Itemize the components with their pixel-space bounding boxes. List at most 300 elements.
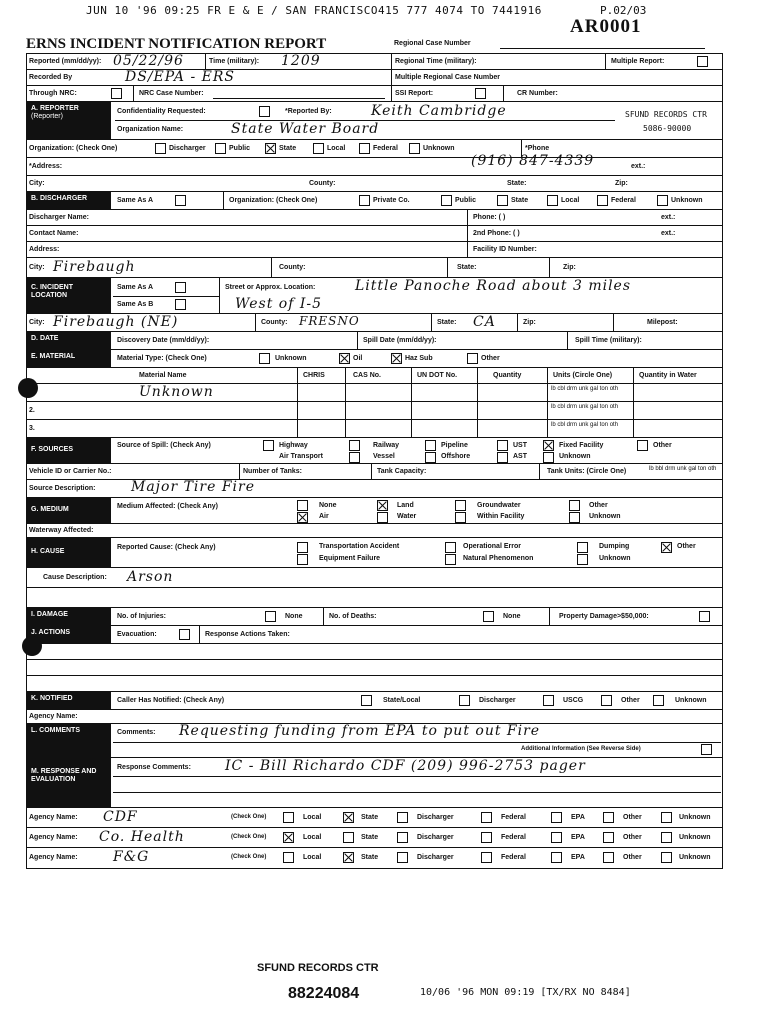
- notified-row: [27, 692, 722, 710]
- source-railway: Railway: [373, 442, 400, 449]
- material-name-value[interactable]: Unknown: [139, 384, 214, 400]
- reporter-opt-unknown: Unknown: [423, 145, 455, 152]
- medium-other-box[interactable]: [569, 500, 580, 511]
- notified-uscg-box[interactable]: [543, 695, 554, 706]
- regional-case-number-field[interactable]: [500, 48, 705, 49]
- notified-other: Other: [621, 697, 640, 704]
- agency1-epa: EPA: [571, 814, 585, 821]
- spill-time-label: Spill Time (military):: [575, 337, 642, 344]
- through-nrc-checkbox[interactable]: [111, 88, 122, 99]
- medium-none-box[interactable]: [297, 500, 308, 511]
- cause-natural-box[interactable]: [445, 554, 456, 565]
- discharger-same-as-box[interactable]: [175, 195, 186, 206]
- same-as-a-box[interactable]: [175, 282, 186, 293]
- evacuation-label: Evacuation:: [117, 631, 157, 638]
- source-description-row: [27, 480, 722, 498]
- phone2-label: 2nd Phone: ( ): [473, 230, 520, 237]
- section-damage: I. DAMAGE: [27, 608, 111, 626]
- reporter-address-row: [27, 153, 722, 176]
- response-row: [27, 758, 722, 808]
- section-date: D. DATE: [27, 332, 111, 350]
- notified-state-local-box[interactable]: [361, 695, 372, 706]
- material-opt-oil: Oil: [353, 355, 363, 362]
- section-response: M. RESPONSE AND EVALUATION: [27, 758, 111, 808]
- same-as-b-box[interactable]: [175, 299, 186, 310]
- source-pipeline: Pipeline: [441, 442, 468, 449]
- cause-natural: Natural Phenomenon: [463, 555, 534, 562]
- incident-county-value[interactable]: FRESNO: [299, 314, 360, 328]
- agency2-state: State: [361, 834, 379, 841]
- milepost-label: Milepost:: [647, 319, 678, 326]
- multiple-report-label: Multiple Report:: [611, 58, 665, 65]
- cause-description-value[interactable]: Arson: [127, 569, 174, 585]
- material-opt-hazsub: Haz Sub: [405, 355, 433, 362]
- nrc-case-label: NRC Case Number:: [139, 90, 204, 97]
- reporter-opt-federal: Federal: [373, 145, 398, 152]
- reported-value[interactable]: 05/22/96: [113, 53, 184, 69]
- material-opt-unknown-box[interactable]: [259, 353, 270, 364]
- agency3-state-box[interactable]: [343, 852, 354, 863]
- street-label: Street or Approx. Location:: [225, 284, 316, 291]
- footer-document-number: 88224084: [288, 985, 360, 1002]
- incident-state-value[interactable]: CA: [473, 314, 496, 330]
- agency1-epa-box[interactable]: [551, 812, 562, 823]
- col-quantity-water: Quantity in Water: [639, 372, 697, 379]
- medium-none: None: [319, 502, 337, 509]
- notified-unknown-box[interactable]: [653, 695, 664, 706]
- agency2-other-box[interactable]: [603, 832, 614, 843]
- vehicle-label: Vehicle ID or Carrier No.:: [29, 468, 112, 475]
- medium-groundwater-box[interactable]: [455, 500, 466, 511]
- sources-row: [27, 438, 722, 464]
- medium-within-facility-box[interactable]: [455, 512, 466, 523]
- document-stamp-id: AR0001: [570, 16, 642, 37]
- deaths-label: No. of Deaths:: [329, 613, 377, 620]
- agency1-other-box[interactable]: [603, 812, 614, 823]
- evacuation-box[interactable]: [179, 629, 190, 640]
- cause-operational-box[interactable]: [445, 542, 456, 553]
- agency-value[interactable]: Co. Health: [99, 829, 185, 845]
- source-ast: AST: [513, 453, 527, 460]
- street-value[interactable]: Little Panoche Road about 3 miles: [355, 278, 632, 294]
- material-opt-unknown: Unknown: [275, 355, 307, 362]
- agency-value[interactable]: CDF: [103, 809, 138, 825]
- discharger-opt-local: Local: [561, 197, 580, 204]
- facility-label: Facility ID Number:: [473, 246, 537, 253]
- notified-other-box[interactable]: [601, 695, 612, 706]
- material-opt-other-box[interactable]: [467, 353, 478, 364]
- agency1-state: State: [361, 814, 379, 821]
- material-type-row: [27, 350, 722, 368]
- confidential-label: Confidentiality Requested:: [117, 108, 206, 115]
- section-cause: H. CAUSE: [27, 538, 111, 568]
- source-fixed-facility: Fixed Facility: [559, 442, 604, 449]
- source-unknown: Unknown: [559, 453, 591, 460]
- agency2-federal-box[interactable]: [481, 832, 492, 843]
- agency2-discharger-box[interactable]: [397, 832, 408, 843]
- phone-label: *Phone: [525, 145, 550, 152]
- comments-value[interactable]: Requesting funding from EPA to put out Fire: [179, 723, 541, 739]
- table-row: [27, 420, 722, 438]
- damage-row: [27, 608, 722, 626]
- agency1-unknown-box[interactable]: [661, 812, 672, 823]
- reporter-block: [27, 102, 722, 140]
- agency2-federal: Federal: [501, 834, 526, 841]
- actions-blank-row: [27, 676, 722, 692]
- records-stamp-line1: SFUND RECORDS CTR: [625, 110, 707, 119]
- col-units: Units (Circle One): [553, 372, 613, 379]
- reported-by-label: *Reported By:: [285, 108, 332, 115]
- incident-state-label: State:: [437, 319, 457, 326]
- material-opt-hazsub-box[interactable]: [391, 353, 402, 364]
- medium-air: Air: [319, 513, 329, 520]
- actions-blank-row: [27, 660, 722, 676]
- medium-label: Medium Affected: (Check Any): [117, 503, 218, 510]
- cause-unknown-box[interactable]: [577, 554, 588, 565]
- cause-dumping-box[interactable]: [577, 542, 588, 553]
- discharger-same-as-label: Same As A: [117, 197, 154, 204]
- discharger-organization-label: Organization: (Check One): [229, 197, 318, 204]
- col-material-name: Material Name: [139, 372, 187, 379]
- notified-uscg: USCG: [563, 697, 584, 704]
- discharger-phone-label: Phone: ( ): [473, 214, 506, 221]
- discharger-opt-unknown-box[interactable]: [657, 195, 668, 206]
- comments-row: [27, 724, 722, 758]
- agency3-discharger-box[interactable]: [397, 852, 408, 863]
- agency-check-label: (Check One): [231, 854, 267, 860]
- agency3-local-box[interactable]: [283, 852, 294, 863]
- notified-agency-row: [27, 710, 722, 724]
- cause-blank-row: [27, 588, 722, 608]
- tank-units-label: Tank Units: (Circle One): [547, 468, 627, 475]
- property-damage-label: Property Damage>$50,000:: [559, 613, 649, 620]
- notified-discharger-box[interactable]: [459, 695, 470, 706]
- notified-agency-label: Agency Name:: [29, 713, 78, 720]
- discharger-opt-local-box[interactable]: [547, 195, 558, 206]
- ext-label: ext.:: [631, 163, 646, 170]
- agency1-federal-box[interactable]: [481, 812, 492, 823]
- medium-air-box[interactable]: [297, 512, 308, 523]
- agency-check-label: (Check One): [231, 814, 267, 820]
- injuries-label: No. of Injuries:: [117, 613, 166, 620]
- phone-value[interactable]: (916) 847-4339: [471, 153, 595, 169]
- additional-info-label: Additional Information (See Reverse Side): [521, 746, 641, 752]
- notified-unknown: Unknown: [675, 697, 707, 704]
- agency1-federal: Federal: [501, 814, 526, 821]
- injuries-none-box[interactable]: [265, 611, 276, 622]
- agency3-federal: Federal: [501, 854, 526, 861]
- notified-state-local: State/Local: [383, 697, 421, 704]
- source-fixed-facility-box[interactable]: [543, 440, 554, 451]
- source-railway-box[interactable]: [349, 440, 360, 451]
- row-through-nrc: [27, 86, 722, 102]
- medium-within-facility: Within Facility: [477, 513, 525, 520]
- table-row: [27, 384, 722, 402]
- multiple-report-checkbox[interactable]: [697, 56, 708, 67]
- incident-zip-label: Zip:: [523, 319, 536, 326]
- source-ust-box[interactable]: [497, 440, 508, 451]
- agency1-unknown: Unknown: [679, 814, 711, 821]
- street-value-2[interactable]: West of I-5: [235, 296, 323, 312]
- reporter-opt-discharger: Discharger: [169, 145, 206, 152]
- source-description-label: Source Description:: [29, 485, 96, 492]
- agency3-local: Local: [303, 854, 322, 861]
- units-options[interactable]: lb cbl drm unk gal ton oth: [551, 386, 619, 392]
- agency3-epa: EPA: [571, 854, 585, 861]
- tanks-label: Number of Tanks:: [243, 468, 302, 475]
- reporter-opt-state-box[interactable]: [265, 143, 276, 154]
- source-other: Other: [653, 442, 672, 449]
- incident-location-block: [27, 278, 722, 314]
- agency3-epa-box[interactable]: [551, 852, 562, 863]
- cr-label: CR Number:: [517, 90, 558, 97]
- page-title: ERNS INCIDENT NOTIFICATION REPORT: [26, 36, 327, 52]
- cause-transport-box[interactable]: [297, 542, 308, 553]
- source-highway-box[interactable]: [263, 440, 274, 451]
- table-row: [27, 402, 722, 420]
- same-as-a-label: Same As A: [117, 284, 154, 291]
- material-type-label: Material Type: (Check One): [117, 355, 207, 362]
- agency-value[interactable]: F&G: [113, 849, 150, 865]
- reporter-city-row: [27, 176, 722, 192]
- agency2-epa-box[interactable]: [551, 832, 562, 843]
- waterway-label: Waterway Affected:: [29, 527, 94, 534]
- material-header-row: [27, 368, 722, 384]
- org-name-value[interactable]: State Water Board: [231, 121, 380, 137]
- medium-land-box[interactable]: [377, 500, 388, 511]
- discharger-opt-federal: Federal: [611, 197, 636, 204]
- reporter-opt-local: Local: [327, 145, 346, 152]
- medium-unknown-box[interactable]: [569, 512, 580, 523]
- agency2-local-box[interactable]: [283, 832, 294, 843]
- discharger-opt-public-box[interactable]: [441, 195, 452, 206]
- units-options[interactable]: lb cbl drm unk gal ton oth: [551, 404, 619, 410]
- response-comments-value[interactable]: IC - Bill Richardo CDF (209) 996-2753 pager: [225, 758, 586, 774]
- col-chris: CHRIS: [303, 372, 325, 379]
- source-pipeline-box[interactable]: [425, 440, 436, 451]
- contact-row: [27, 226, 722, 242]
- source-of-spill-label: Source of Spill: (Check Any): [117, 442, 211, 449]
- agency1-discharger: Discharger: [417, 814, 454, 821]
- agency3-unknown-box[interactable]: [661, 852, 672, 863]
- agency2-epa: EPA: [571, 834, 585, 841]
- agency3-other-box[interactable]: [603, 852, 614, 863]
- section-discharger: B. DISCHARGER: [27, 192, 111, 210]
- org-name-label: Organization Name:: [117, 126, 184, 133]
- multiple-regional-label: Multiple Regional Case Number: [395, 74, 501, 81]
- state-label: State:: [507, 180, 527, 187]
- tank-units-options[interactable]: lb bbl drm unk gal ton oth: [649, 466, 717, 472]
- section-actions: J. ACTIONS: [27, 626, 111, 644]
- agency-row: [27, 808, 722, 828]
- discharger-city-value[interactable]: Firebaugh: [53, 259, 136, 275]
- county-label: County:: [309, 180, 336, 187]
- agency-label: Agency Name:: [29, 854, 78, 861]
- source-ust: UST: [513, 442, 527, 449]
- incident-county-label: County:: [261, 319, 288, 326]
- source-description-value[interactable]: Major Tire Fire: [131, 479, 256, 495]
- cause-row: [27, 538, 722, 568]
- section-comments: L. COMMENTS: [27, 724, 111, 758]
- caller-notified-label: Caller Has Notified: (Check Any): [117, 697, 225, 704]
- city-label: City:: [29, 180, 45, 187]
- section-reporter: A. REPORTER (Reporter): [27, 102, 111, 140]
- cause-description-label: Cause Description:: [43, 574, 107, 581]
- incident-city-label: City:: [29, 319, 45, 326]
- regional-case-number-label: Regional Case Number: [394, 40, 471, 47]
- cause-transport: Transportation Accident: [319, 543, 400, 550]
- material-opt-oil-box[interactable]: [339, 353, 350, 364]
- fax-page-number: P.02/03: [600, 4, 647, 17]
- cause-equipment-box[interactable]: [297, 554, 308, 565]
- section-notified: K. NOTIFIED: [27, 692, 111, 710]
- agency-label: Agency Name:: [29, 814, 78, 821]
- source-offshore-box[interactable]: [425, 452, 436, 463]
- address-label: *Address:: [29, 163, 63, 170]
- response-actions-label: Response Actions Taken:: [205, 631, 290, 638]
- row-number: 3.: [29, 425, 35, 432]
- row-recorded-by: [27, 70, 722, 86]
- agency2-local: Local: [303, 834, 322, 841]
- source-unknown-box[interactable]: [543, 452, 554, 463]
- agency3-discharger: Discharger: [417, 854, 454, 861]
- agency-row: [27, 848, 722, 868]
- hole-punch-mark: [18, 378, 38, 398]
- source-ast-box[interactable]: [497, 452, 508, 463]
- deaths-none: None: [503, 613, 521, 620]
- ext2-label: ext.:: [661, 230, 676, 237]
- medium-groundwater: Groundwater: [477, 502, 521, 509]
- reported-by-value[interactable]: Keith Cambridge: [371, 103, 507, 119]
- discharger-opt-public: Public: [455, 197, 477, 204]
- waterway-row: [27, 524, 722, 538]
- discharger-opt-private: Private Co.: [373, 197, 410, 204]
- reporter-organization-row: [27, 140, 722, 158]
- medium-water-box[interactable]: [377, 512, 388, 523]
- through-nrc-label: Through NRC:: [29, 90, 77, 97]
- deaths-none-box[interactable]: [483, 611, 494, 622]
- reporter-organization-label: Organization: (Check One): [29, 145, 118, 152]
- time-label: Time (military):: [209, 58, 260, 65]
- units-options[interactable]: lb cbl drm unk gal ton oth: [551, 422, 619, 428]
- discharger-city-label: City:: [29, 264, 45, 271]
- agency3-state: State: [361, 854, 379, 861]
- ssi-label: SSI Report:: [395, 90, 434, 97]
- section-incident-location: C. INCIDENT LOCATION: [27, 278, 111, 314]
- agency-label: Agency Name:: [29, 834, 78, 841]
- discharger-opt-state: State: [511, 197, 529, 204]
- discharger-ext-label: ext.:: [661, 214, 676, 221]
- agency2-unknown-box[interactable]: [661, 832, 672, 843]
- agency1-state-box[interactable]: [343, 812, 354, 823]
- ssi-checkbox[interactable]: [475, 88, 486, 99]
- reporter-opt-federal-box[interactable]: [359, 143, 370, 154]
- discharger-address-label: Address:: [29, 246, 60, 253]
- agency2-discharger: Discharger: [417, 834, 454, 841]
- confidential-checkbox[interactable]: [259, 106, 270, 117]
- reported-label: Reported (mm/dd/yy):: [29, 58, 102, 65]
- contact-label: Contact Name:: [29, 230, 79, 237]
- regional-time-label: Regional Time (military):: [395, 58, 477, 65]
- row-reported: [27, 54, 722, 70]
- discharger-zip-label: Zip:: [563, 264, 576, 271]
- discharger-name-row: [27, 210, 722, 226]
- agency3-federal-box[interactable]: [481, 852, 492, 863]
- cause-description-row: [27, 568, 722, 588]
- source-vessel: Vessel: [373, 453, 395, 460]
- cause-other: Other: [677, 543, 696, 550]
- comments-label: Comments:: [117, 729, 156, 736]
- agency1-local-box[interactable]: [283, 812, 294, 823]
- notified-discharger: Discharger: [479, 697, 516, 704]
- source-vessel-box[interactable]: [349, 452, 360, 463]
- reporter-opt-public-box[interactable]: [215, 143, 226, 154]
- cause-unknown: Unknown: [599, 555, 631, 562]
- hole-punch-mark: [22, 636, 42, 656]
- source-air-transport: Air Transport: [279, 453, 323, 460]
- agency2-unknown: Unknown: [679, 834, 711, 841]
- fax-header: JUN 10 '96 09:25 FR E & E / SAN FRANCISCO415 777 4074 TO 7441916: [86, 4, 542, 17]
- injuries-none: None: [285, 613, 303, 620]
- discharger-opt-state-box[interactable]: [497, 195, 508, 206]
- discharger-state-label: State:: [457, 264, 477, 271]
- medium-water: Water: [397, 513, 417, 520]
- agency1-local: Local: [303, 814, 322, 821]
- zip-label: Zip:: [615, 180, 628, 187]
- discharger-opt-federal-box[interactable]: [597, 195, 608, 206]
- source-highway: Highway: [279, 442, 308, 449]
- property-damage-box[interactable]: [699, 611, 710, 622]
- capacity-label: Tank Capacity:: [377, 468, 427, 475]
- agency2-state-box[interactable]: [343, 832, 354, 843]
- discharger-name-label: Discharger Name:: [29, 214, 89, 221]
- response-comments-label: Response Comments:: [117, 764, 191, 771]
- incident-form: [26, 53, 723, 869]
- source-other-box[interactable]: [637, 440, 648, 451]
- time-value[interactable]: 1209: [281, 53, 321, 69]
- incident-city-value[interactable]: Firebaugh (NE): [53, 314, 179, 330]
- reporter-opt-state: State: [279, 145, 297, 152]
- reporter-opt-unknown-box[interactable]: [409, 143, 420, 154]
- recorded-by-value[interactable]: DS/EPA - ERS: [125, 69, 235, 85]
- agency2-other: Other: [623, 834, 642, 841]
- same-as-b-label: Same As B: [117, 301, 154, 308]
- discharger-opt-unknown: Unknown: [671, 197, 703, 204]
- footer-records-ctr: SFUND RECORDS CTR: [257, 962, 379, 974]
- recorded-by-label: Recorded By: [29, 74, 73, 81]
- agency1-discharger-box[interactable]: [397, 812, 408, 823]
- medium-other: Other: [589, 502, 608, 509]
- discharger-city-row: [27, 258, 722, 278]
- footer-tx-line: 10/06 '96 MON 09:19 [TX/RX NO 8484]: [420, 987, 631, 998]
- agency3-unknown: Unknown: [679, 854, 711, 861]
- vehicle-row: [27, 464, 722, 480]
- reporter-opt-public: Public: [229, 145, 251, 152]
- discharger-address-row: [27, 242, 722, 258]
- reporter-opt-local-box[interactable]: [313, 143, 324, 154]
- agency3-other: Other: [623, 854, 642, 861]
- additional-info-box[interactable]: [701, 744, 712, 755]
- discharger-opt-private-box[interactable]: [359, 195, 370, 206]
- date-row: [27, 332, 722, 350]
- actions-row: [27, 626, 722, 644]
- cause-label: Reported Cause: (Check Any): [117, 544, 216, 551]
- cause-other-box[interactable]: [661, 542, 672, 553]
- source-offshore: Offshore: [441, 453, 471, 460]
- reporter-opt-discharger-box[interactable]: [155, 143, 166, 154]
- medium-row: [27, 498, 722, 524]
- agency-row: [27, 828, 722, 848]
